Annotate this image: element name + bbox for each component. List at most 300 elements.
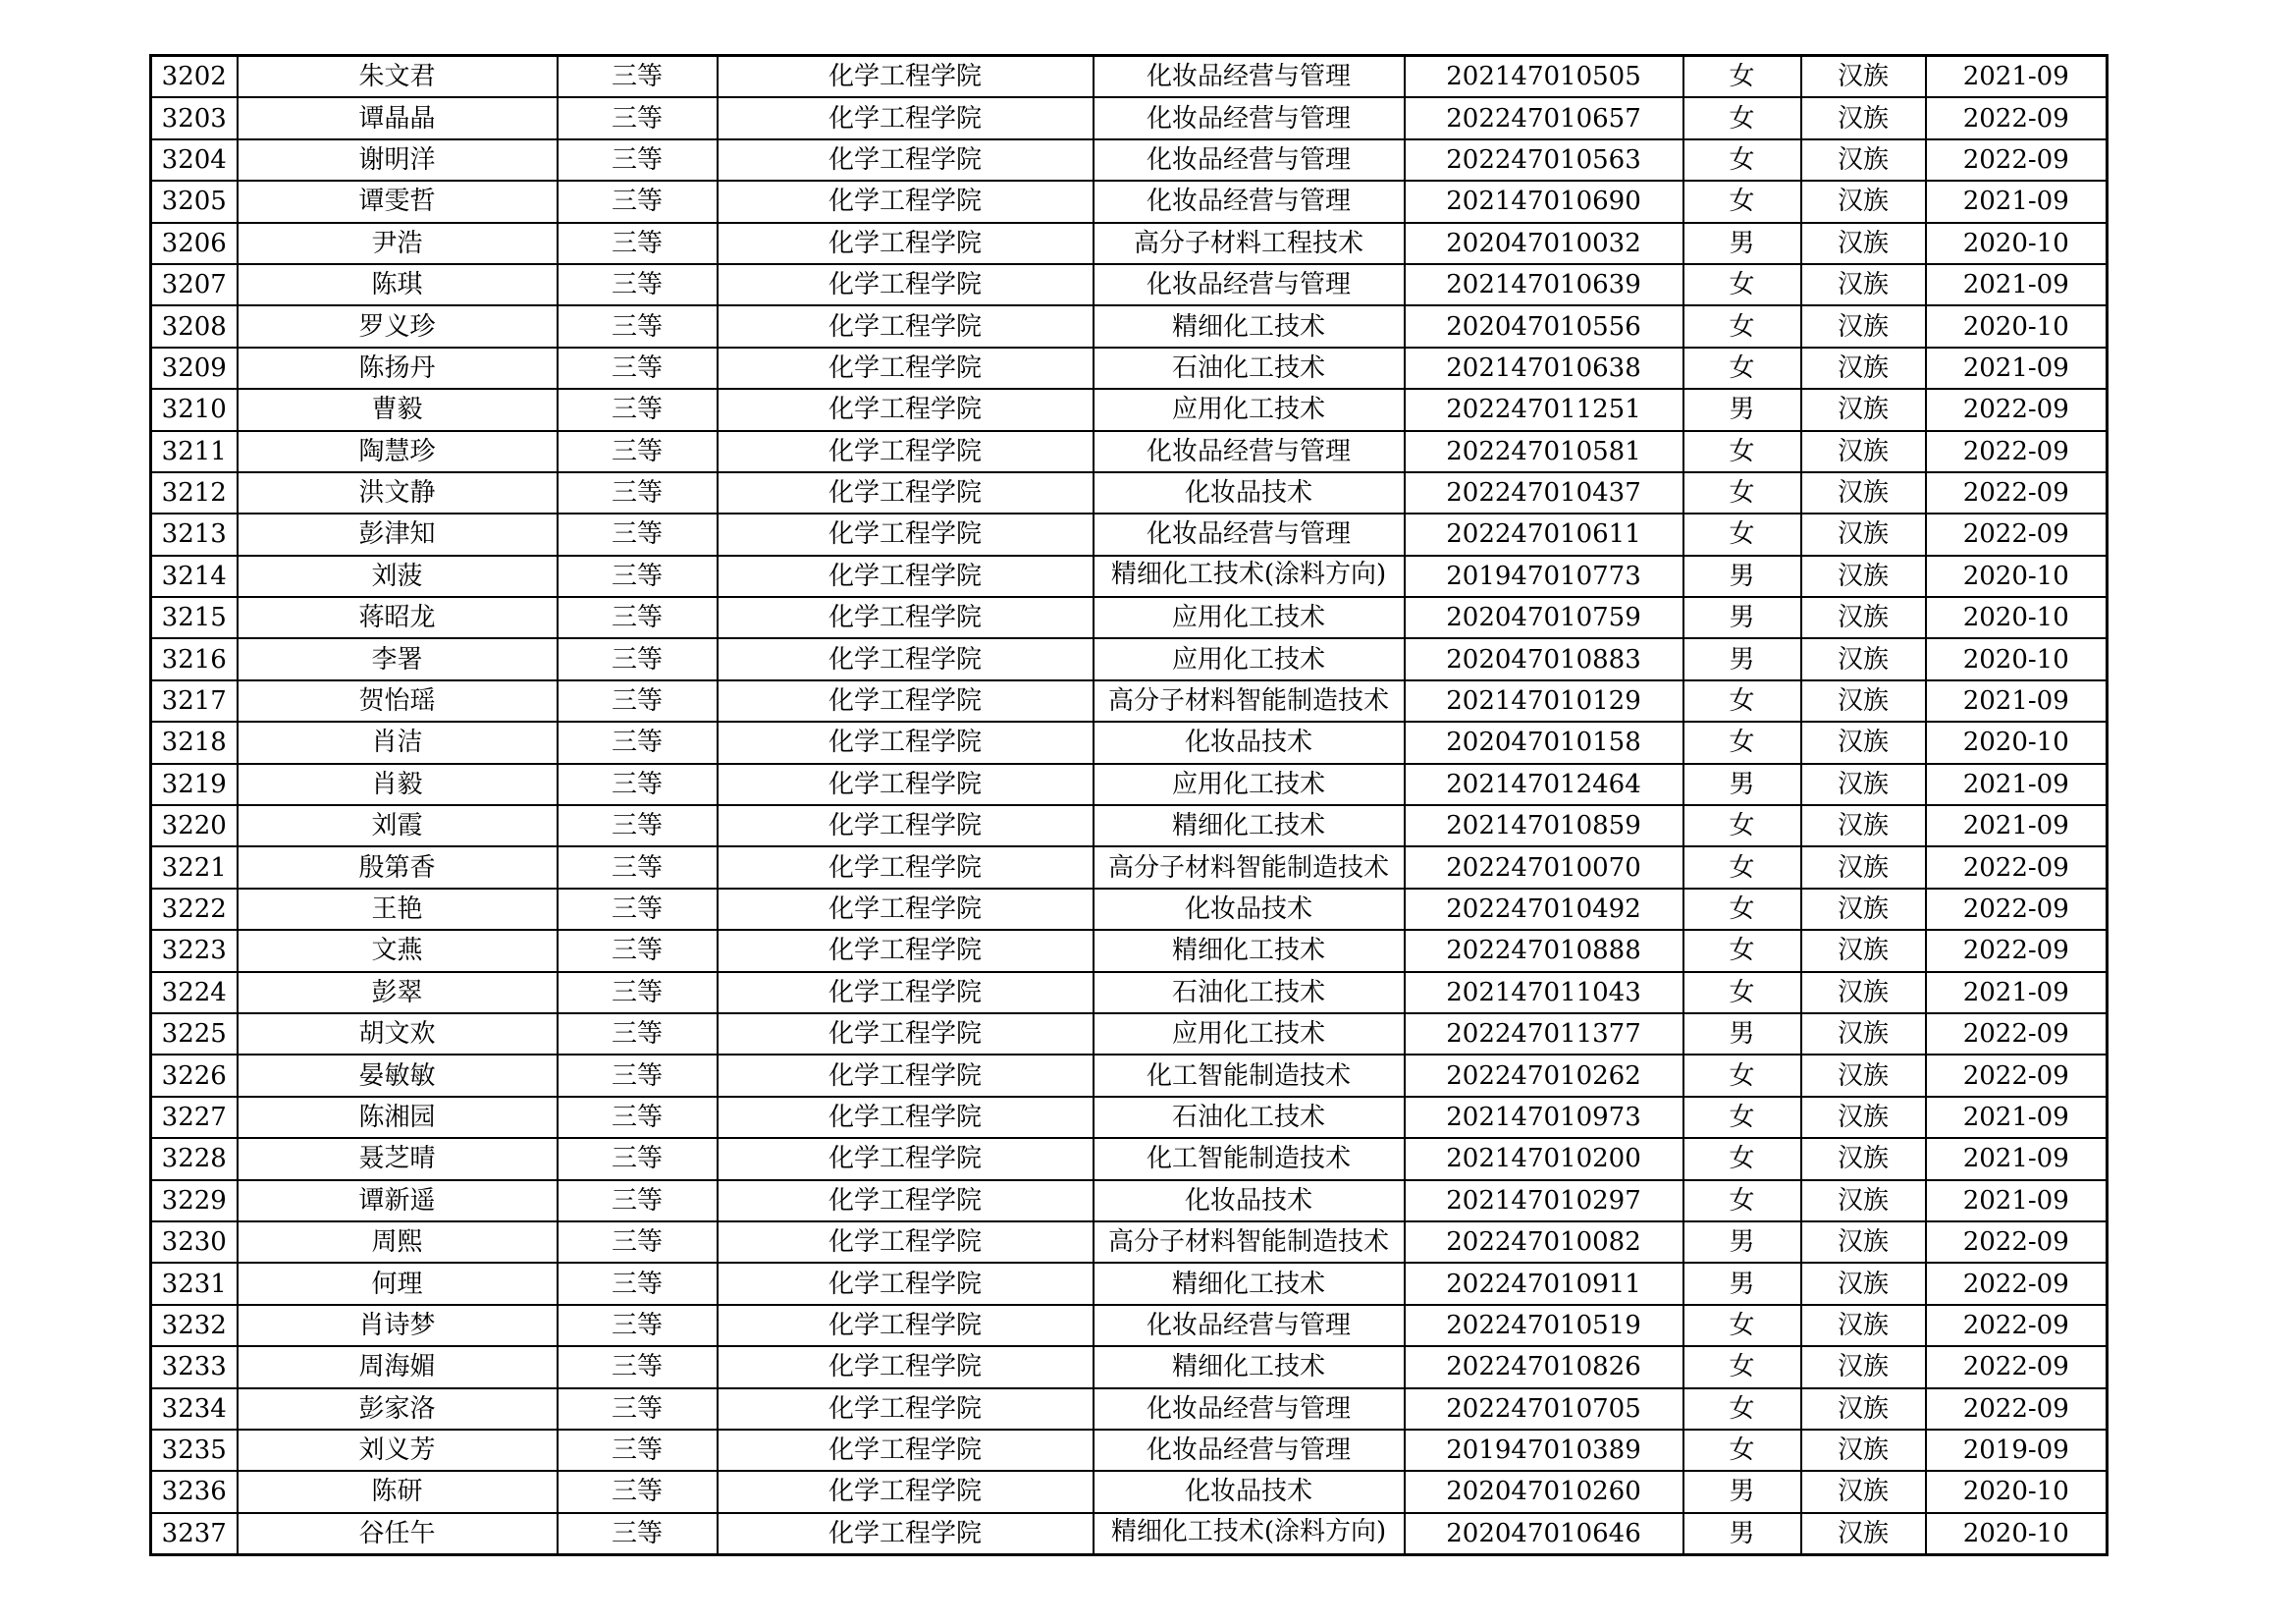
table-row — [151, 930, 2108, 971]
ethnicity-cell: 汉族 — [1801, 1305, 1926, 1346]
serial-number-cell: 3217 — [151, 680, 238, 722]
serial-number-cell: 3215 — [151, 597, 238, 638]
award-level-cell: 三等 — [558, 722, 718, 763]
enrollment-date-cell: 2022-09 — [1926, 389, 2108, 430]
ethnicity-cell: 汉族 — [1801, 805, 1926, 846]
ethnicity-cell: 汉族 — [1801, 1513, 1926, 1555]
college-cell: 化学工程学院 — [718, 1013, 1094, 1055]
student-name-cell: 胡文欢 — [238, 1013, 558, 1055]
student-id-cell: 202247011377 — [1405, 1013, 1683, 1055]
gender-cell: 女 — [1683, 1346, 1801, 1387]
ethnicity-cell: 汉族 — [1801, 223, 1926, 264]
serial-number-cell: 3234 — [151, 1388, 238, 1430]
major-cell: 应用化工技术 — [1094, 638, 1405, 679]
award-level-cell: 三等 — [558, 1305, 718, 1346]
student-id-cell: 202147010859 — [1405, 805, 1683, 846]
major-cell: 应用化工技术 — [1094, 1013, 1405, 1055]
table-row — [151, 972, 2108, 1013]
gender-cell: 男 — [1683, 1471, 1801, 1512]
gender-cell: 女 — [1683, 846, 1801, 888]
serial-number-cell: 3225 — [151, 1013, 238, 1055]
table-row — [151, 1263, 2108, 1304]
ethnicity-cell: 汉族 — [1801, 181, 1926, 222]
serial-number-cell: 3228 — [151, 1138, 238, 1179]
student-name-cell: 蒋昭龙 — [238, 597, 558, 638]
student-id-cell: 202047010556 — [1405, 305, 1683, 347]
major-cell: 高分子材料智能制造技术 — [1094, 1221, 1405, 1263]
enrollment-date-cell: 2020-10 — [1926, 1513, 2108, 1555]
college-cell: 化学工程学院 — [718, 556, 1094, 597]
gender-cell: 女 — [1683, 139, 1801, 181]
serial-number-cell: 3237 — [151, 1513, 238, 1555]
major-cell: 化工智能制造技术 — [1094, 1055, 1405, 1096]
student-name-cell: 彭翠 — [238, 972, 558, 1013]
award-level-cell: 三等 — [558, 1430, 718, 1471]
ethnicity-cell: 汉族 — [1801, 1471, 1926, 1512]
major-text: 精细化工技术(涂料方向) — [1110, 1516, 1387, 1546]
student-name-cell: 肖毅 — [238, 764, 558, 805]
major-cell: 化妆品经营与管理 — [1094, 264, 1405, 305]
serial-number-cell: 3227 — [151, 1097, 238, 1138]
major-cell: 化妆品经营与管理 — [1094, 139, 1405, 181]
student-name-cell: 文燕 — [238, 930, 558, 971]
college-cell: 化学工程学院 — [718, 389, 1094, 430]
gender-cell: 女 — [1683, 680, 1801, 722]
serial-number-cell: 3218 — [151, 722, 238, 763]
ethnicity-cell: 汉族 — [1801, 1138, 1926, 1179]
table-row — [151, 305, 2108, 347]
student-name-cell: 刘霞 — [238, 805, 558, 846]
table-row — [151, 889, 2108, 930]
enrollment-date-cell: 2022-09 — [1926, 1388, 2108, 1430]
ethnicity-cell: 汉族 — [1801, 1346, 1926, 1387]
award-level-cell: 三等 — [558, 889, 718, 930]
award-level-cell: 三等 — [558, 1180, 718, 1221]
serial-number-cell: 3236 — [151, 1471, 238, 1512]
college-cell: 化学工程学院 — [718, 1221, 1094, 1263]
student-id-cell: 202247010611 — [1405, 514, 1683, 555]
enrollment-date-cell: 2022-09 — [1926, 1263, 2108, 1304]
gender-cell: 女 — [1683, 181, 1801, 222]
major-cell: 化妆品经营与管理 — [1094, 1388, 1405, 1430]
student-id-cell: 202147010638 — [1405, 348, 1683, 389]
major-cell: 化妆品经营与管理 — [1094, 181, 1405, 222]
serial-number-cell: 3210 — [151, 389, 238, 430]
roster-sheet — [149, 54, 2109, 1556]
table-row — [151, 472, 2108, 514]
serial-number-cell: 3223 — [151, 930, 238, 971]
student-id-cell: 202247010705 — [1405, 1388, 1683, 1430]
major-cell: 化妆品技术 — [1094, 889, 1405, 930]
student-id-cell: 202047010646 — [1405, 1513, 1683, 1555]
major-cell: 精细化工技术 — [1094, 805, 1405, 846]
ethnicity-cell: 汉族 — [1801, 680, 1926, 722]
student-name-cell: 谷任午 — [238, 1513, 558, 1555]
serial-number-cell: 3221 — [151, 846, 238, 888]
serial-number-cell: 3226 — [151, 1055, 238, 1096]
student-id-cell: 202247010581 — [1405, 431, 1683, 472]
ethnicity-cell: 汉族 — [1801, 1263, 1926, 1304]
table-row — [151, 1013, 2108, 1055]
college-cell: 化学工程学院 — [718, 264, 1094, 305]
gender-cell: 女 — [1683, 1138, 1801, 1179]
enrollment-date-cell: 2021-09 — [1926, 764, 2108, 805]
ethnicity-cell: 汉族 — [1801, 264, 1926, 305]
college-cell: 化学工程学院 — [718, 1305, 1094, 1346]
college-cell: 化学工程学院 — [718, 722, 1094, 763]
enrollment-date-cell: 2022-09 — [1926, 514, 2108, 555]
college-cell: 化学工程学院 — [718, 889, 1094, 930]
student-name-cell: 陈湘园 — [238, 1097, 558, 1138]
table-row — [151, 1471, 2108, 1512]
table-row — [151, 431, 2108, 472]
major-cell: 化妆品经营与管理 — [1094, 1305, 1405, 1346]
major-cell: 应用化工技术 — [1094, 389, 1405, 430]
college-cell: 化学工程学院 — [718, 1388, 1094, 1430]
student-name-cell: 王艳 — [238, 889, 558, 930]
ethnicity-cell: 汉族 — [1801, 1430, 1926, 1471]
table-row — [151, 846, 2108, 888]
gender-cell: 女 — [1683, 514, 1801, 555]
college-cell: 化学工程学院 — [718, 223, 1094, 264]
major-cell: 高分子材料智能制造技术 — [1094, 846, 1405, 888]
award-level-cell: 三等 — [558, 139, 718, 181]
serial-number-cell: 3222 — [151, 889, 238, 930]
enrollment-date-cell: 2022-09 — [1926, 1346, 2108, 1387]
major-cell: 高分子材料工程技术 — [1094, 223, 1405, 264]
award-level-cell: 三等 — [558, 1013, 718, 1055]
award-level-cell: 三等 — [558, 597, 718, 638]
award-level-cell: 三等 — [558, 972, 718, 1013]
table-row — [151, 764, 2108, 805]
table-row — [151, 1513, 2108, 1555]
student-name-cell: 陶慧珍 — [238, 431, 558, 472]
student-id-cell: 202247010657 — [1405, 97, 1683, 138]
gender-cell: 女 — [1683, 56, 1801, 98]
major-cell: 化妆品经营与管理 — [1094, 1430, 1405, 1471]
serial-number-cell: 3205 — [151, 181, 238, 222]
student-id-cell: 202247010437 — [1405, 472, 1683, 514]
award-level-cell: 三等 — [558, 305, 718, 347]
award-roster-table — [149, 54, 2109, 1556]
enrollment-date-cell: 2022-09 — [1926, 97, 2108, 138]
college-cell: 化学工程学院 — [718, 181, 1094, 222]
student-id-cell: 202047010759 — [1405, 597, 1683, 638]
award-level-cell: 三等 — [558, 1263, 718, 1304]
student-name-cell: 洪文静 — [238, 472, 558, 514]
enrollment-date-cell: 2020-10 — [1926, 1471, 2108, 1512]
college-cell: 化学工程学院 — [718, 1138, 1094, 1179]
enrollment-date-cell: 2022-09 — [1926, 1055, 2108, 1096]
award-level-cell: 三等 — [558, 56, 718, 98]
student-id-cell: 202047010032 — [1405, 223, 1683, 264]
ethnicity-cell: 汉族 — [1801, 597, 1926, 638]
major-cell — [1094, 1513, 1405, 1555]
award-level-cell: 三等 — [558, 805, 718, 846]
college-cell: 化学工程学院 — [718, 305, 1094, 347]
serial-number-cell: 3209 — [151, 348, 238, 389]
student-name-cell: 尹浩 — [238, 223, 558, 264]
gender-cell: 男 — [1683, 1221, 1801, 1263]
serial-number-cell: 3235 — [151, 1430, 238, 1471]
award-level-cell: 三等 — [558, 514, 718, 555]
student-name-cell: 肖诗梦 — [238, 1305, 558, 1346]
ethnicity-cell: 汉族 — [1801, 889, 1926, 930]
serial-number-cell: 3230 — [151, 1221, 238, 1263]
award-level-cell: 三等 — [558, 1097, 718, 1138]
student-id-cell: 202047010158 — [1405, 722, 1683, 763]
student-name-cell: 肖洁 — [238, 722, 558, 763]
enrollment-date-cell: 2021-09 — [1926, 181, 2108, 222]
ethnicity-cell: 汉族 — [1801, 846, 1926, 888]
table-row — [151, 1180, 2108, 1221]
ethnicity-cell: 汉族 — [1801, 1013, 1926, 1055]
gender-cell: 女 — [1683, 1430, 1801, 1471]
ethnicity-cell: 汉族 — [1801, 972, 1926, 1013]
enrollment-date-cell: 2020-10 — [1926, 556, 2108, 597]
ethnicity-cell: 汉族 — [1801, 1097, 1926, 1138]
serial-number-cell: 3224 — [151, 972, 238, 1013]
table-row — [151, 181, 2108, 222]
serial-number-cell: 3208 — [151, 305, 238, 347]
college-cell: 化学工程学院 — [718, 972, 1094, 1013]
serial-number-cell: 3203 — [151, 97, 238, 138]
major-cell: 化妆品经营与管理 — [1094, 97, 1405, 138]
student-name-cell: 陈扬丹 — [238, 348, 558, 389]
college-cell: 化学工程学院 — [718, 1055, 1094, 1096]
student-id-cell: 202247010519 — [1405, 1305, 1683, 1346]
student-id-cell: 202247010911 — [1405, 1263, 1683, 1304]
ethnicity-cell: 汉族 — [1801, 305, 1926, 347]
enrollment-date-cell: 2022-09 — [1926, 930, 2108, 971]
serial-number-cell: 3202 — [151, 56, 238, 98]
award-level-cell: 三等 — [558, 556, 718, 597]
student-name-cell: 李署 — [238, 638, 558, 679]
table-row — [151, 1346, 2108, 1387]
student-name-cell: 彭津知 — [238, 514, 558, 555]
enrollment-date-cell: 2022-09 — [1926, 472, 2108, 514]
enrollment-date-cell: 2021-09 — [1926, 56, 2108, 98]
major-cell: 化妆品技术 — [1094, 1471, 1405, 1512]
serial-number-cell: 3204 — [151, 139, 238, 181]
major-cell: 化妆品经营与管理 — [1094, 431, 1405, 472]
award-level-cell: 三等 — [558, 930, 718, 971]
ethnicity-cell: 汉族 — [1801, 389, 1926, 430]
serial-number-cell: 3211 — [151, 431, 238, 472]
student-id-cell: 202047010260 — [1405, 1471, 1683, 1512]
college-cell: 化学工程学院 — [718, 764, 1094, 805]
serial-number-cell: 3216 — [151, 638, 238, 679]
college-cell: 化学工程学院 — [718, 1471, 1094, 1512]
student-name-cell: 刘菠 — [238, 556, 558, 597]
student-name-cell: 谭雯哲 — [238, 181, 558, 222]
student-id-cell: 202247010888 — [1405, 930, 1683, 971]
table-row — [151, 56, 2108, 98]
serial-number-cell: 3212 — [151, 472, 238, 514]
enrollment-date-cell: 2021-09 — [1926, 1180, 2108, 1221]
gender-cell: 女 — [1683, 1097, 1801, 1138]
gender-cell: 女 — [1683, 1180, 1801, 1221]
roster-body — [151, 56, 2108, 1555]
student-name-cell: 周熙 — [238, 1221, 558, 1263]
ethnicity-cell: 汉族 — [1801, 139, 1926, 181]
enrollment-date-cell: 2020-10 — [1926, 722, 2108, 763]
enrollment-date-cell: 2019-09 — [1926, 1430, 2108, 1471]
student-id-cell: 202047010883 — [1405, 638, 1683, 679]
table-row — [151, 1055, 2108, 1096]
award-level-cell: 三等 — [558, 846, 718, 888]
major-cell: 应用化工技术 — [1094, 597, 1405, 638]
student-name-cell: 何理 — [238, 1263, 558, 1304]
table-row — [151, 389, 2108, 430]
table-row — [151, 1305, 2108, 1346]
award-level-cell: 三等 — [558, 680, 718, 722]
table-row — [151, 1221, 2108, 1263]
gender-cell: 女 — [1683, 930, 1801, 971]
gender-cell: 男 — [1683, 223, 1801, 264]
serial-number-cell: 3233 — [151, 1346, 238, 1387]
major-cell: 化妆品经营与管理 — [1094, 514, 1405, 555]
gender-cell: 女 — [1683, 264, 1801, 305]
college-cell: 化学工程学院 — [718, 56, 1094, 98]
college-cell: 化学工程学院 — [718, 846, 1094, 888]
enrollment-date-cell: 2020-10 — [1926, 638, 2108, 679]
table-row — [151, 1097, 2108, 1138]
major-cell: 化工智能制造技术 — [1094, 1138, 1405, 1179]
award-level-cell: 三等 — [558, 431, 718, 472]
enrollment-date-cell: 2020-10 — [1926, 305, 2108, 347]
serial-number-cell: 3206 — [151, 223, 238, 264]
award-level-cell: 三等 — [558, 223, 718, 264]
student-id-cell: 202247011251 — [1405, 389, 1683, 430]
student-name-cell: 陈研 — [238, 1471, 558, 1512]
college-cell: 化学工程学院 — [718, 514, 1094, 555]
college-cell: 化学工程学院 — [718, 348, 1094, 389]
college-cell: 化学工程学院 — [718, 1513, 1094, 1555]
college-cell: 化学工程学院 — [718, 805, 1094, 846]
college-cell: 化学工程学院 — [718, 680, 1094, 722]
enrollment-date-cell: 2022-09 — [1926, 1305, 2108, 1346]
student-name-cell: 彭家洛 — [238, 1388, 558, 1430]
student-name-cell: 贺怡瑶 — [238, 680, 558, 722]
major-cell: 石油化工技术 — [1094, 348, 1405, 389]
major-cell: 精细化工技术 — [1094, 930, 1405, 971]
gender-cell: 女 — [1683, 722, 1801, 763]
student-id-cell: 202147010505 — [1405, 56, 1683, 98]
student-name-cell: 殷第香 — [238, 846, 558, 888]
ethnicity-cell: 汉族 — [1801, 764, 1926, 805]
student-name-cell: 曹毅 — [238, 389, 558, 430]
gender-cell: 男 — [1683, 1013, 1801, 1055]
student-id-cell: 202247010262 — [1405, 1055, 1683, 1096]
table-row — [151, 264, 2108, 305]
gender-cell: 男 — [1683, 556, 1801, 597]
table-row — [151, 638, 2108, 679]
ethnicity-cell: 汉族 — [1801, 1221, 1926, 1263]
enrollment-date-cell: 2021-09 — [1926, 805, 2108, 846]
college-cell: 化学工程学院 — [718, 638, 1094, 679]
gender-cell: 男 — [1683, 389, 1801, 430]
ethnicity-cell: 汉族 — [1801, 431, 1926, 472]
major-cell: 石油化工技术 — [1094, 972, 1405, 1013]
gender-cell: 女 — [1683, 1388, 1801, 1430]
award-level-cell: 三等 — [558, 97, 718, 138]
serial-number-cell: 3213 — [151, 514, 238, 555]
college-cell: 化学工程学院 — [718, 930, 1094, 971]
major-cell: 化妆品经营与管理 — [1094, 56, 1405, 98]
ethnicity-cell: 汉族 — [1801, 556, 1926, 597]
major-text: 精细化工技术(涂料方向) — [1110, 559, 1387, 589]
college-cell: 化学工程学院 — [718, 97, 1094, 138]
serial-number-cell: 3219 — [151, 764, 238, 805]
student-id-cell: 202247010563 — [1405, 139, 1683, 181]
student-id-cell: 202147010690 — [1405, 181, 1683, 222]
award-level-cell: 三等 — [558, 1221, 718, 1263]
award-level-cell: 三等 — [558, 389, 718, 430]
ethnicity-cell: 汉族 — [1801, 472, 1926, 514]
student-id-cell: 202147010200 — [1405, 1138, 1683, 1179]
major-cell: 精细化工技术 — [1094, 1263, 1405, 1304]
enrollment-date-cell: 2021-09 — [1926, 348, 2108, 389]
table-row — [151, 805, 2108, 846]
student-id-cell: 202247010492 — [1405, 889, 1683, 930]
student-name-cell: 罗义珍 — [238, 305, 558, 347]
student-id-cell: 202147010129 — [1405, 680, 1683, 722]
ethnicity-cell: 汉族 — [1801, 1180, 1926, 1221]
college-cell: 化学工程学院 — [718, 139, 1094, 181]
award-level-cell: 三等 — [558, 1471, 718, 1512]
student-name-cell: 朱文君 — [238, 56, 558, 98]
table-row — [151, 514, 2108, 555]
enrollment-date-cell: 2020-10 — [1926, 597, 2108, 638]
student-id-cell: 202147012464 — [1405, 764, 1683, 805]
table-row — [151, 722, 2108, 763]
award-level-cell: 三等 — [558, 472, 718, 514]
gender-cell: 女 — [1683, 305, 1801, 347]
student-name-cell: 聂芝晴 — [238, 1138, 558, 1179]
table-row — [151, 348, 2108, 389]
gender-cell: 男 — [1683, 1513, 1801, 1555]
enrollment-date-cell: 2022-09 — [1926, 1221, 2108, 1263]
serial-number-cell: 3231 — [151, 1263, 238, 1304]
college-cell: 化学工程学院 — [718, 1263, 1094, 1304]
table-row — [151, 597, 2108, 638]
student-name-cell: 谢明洋 — [238, 139, 558, 181]
award-level-cell: 三等 — [558, 1055, 718, 1096]
student-id-cell: 202147010973 — [1405, 1097, 1683, 1138]
enrollment-date-cell: 2021-09 — [1926, 264, 2108, 305]
enrollment-date-cell: 2022-09 — [1926, 431, 2108, 472]
gender-cell: 男 — [1683, 597, 1801, 638]
college-cell: 化学工程学院 — [718, 597, 1094, 638]
ethnicity-cell: 汉族 — [1801, 930, 1926, 971]
award-level-cell: 三等 — [558, 638, 718, 679]
major-cell — [1094, 556, 1405, 597]
table-row — [151, 556, 2108, 597]
gender-cell: 女 — [1683, 805, 1801, 846]
enrollment-date-cell: 2022-09 — [1926, 846, 2108, 888]
award-level-cell: 三等 — [558, 1138, 718, 1179]
major-cell: 高分子材料智能制造技术 — [1094, 680, 1405, 722]
gender-cell: 男 — [1683, 638, 1801, 679]
serial-number-cell: 3220 — [151, 805, 238, 846]
serial-number-cell: 3232 — [151, 1305, 238, 1346]
college-cell: 化学工程学院 — [718, 1346, 1094, 1387]
gender-cell: 女 — [1683, 348, 1801, 389]
college-cell: 化学工程学院 — [718, 1180, 1094, 1221]
major-cell: 精细化工技术 — [1094, 305, 1405, 347]
enrollment-date-cell: 2021-09 — [1926, 1097, 2108, 1138]
